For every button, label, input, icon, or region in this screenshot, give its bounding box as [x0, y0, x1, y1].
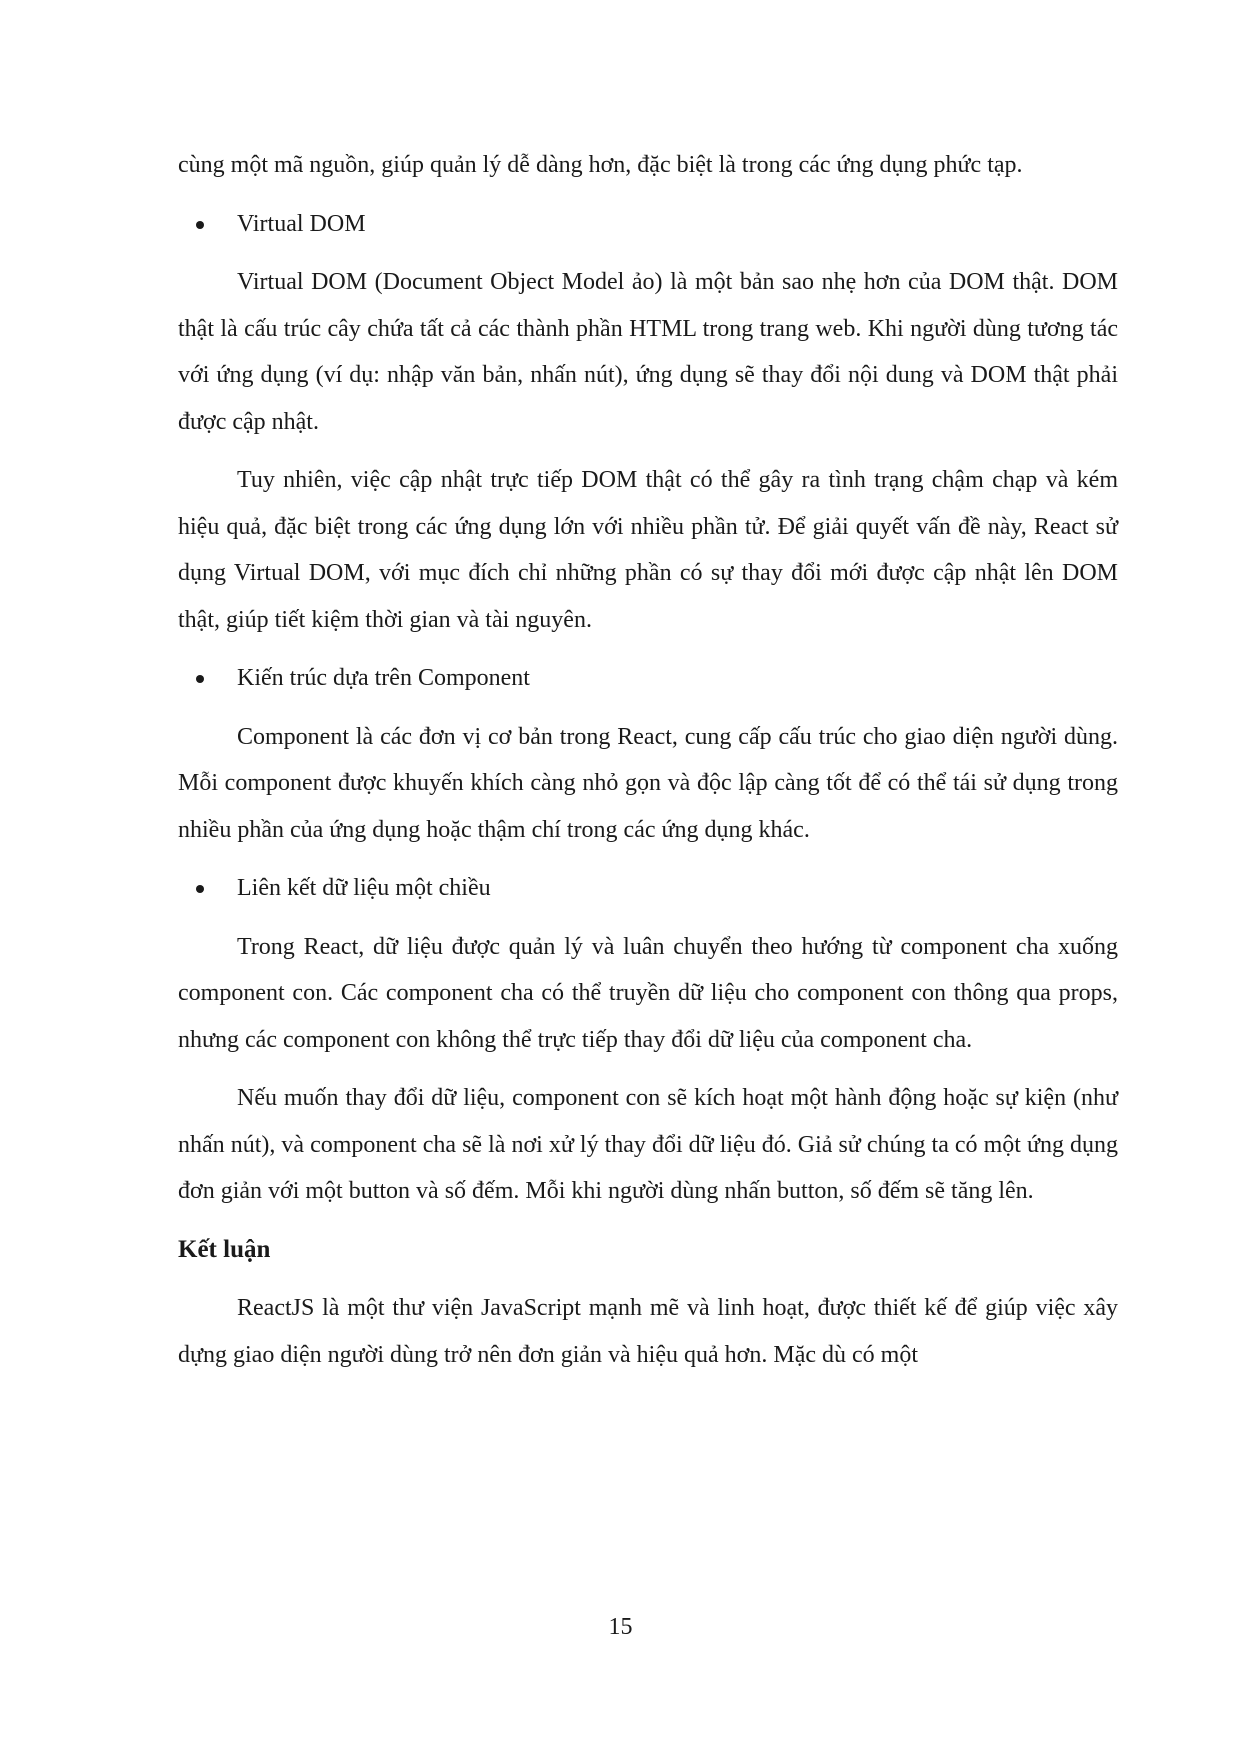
- bullet-component-architecture-label: Kiến trúc dựa trên Component: [237, 665, 530, 691]
- page-content: [178, 142, 1118, 1390]
- bullet-one-way-binding-label: Liên kết dữ liệu một chiều: [237, 875, 491, 901]
- one-way-binding-paragraph-2: Nếu muốn thay đổi dữ liệu, component con sẽ kích hoạt một hành động hoặc sự kiện (như nhấn nút), và component cha sẽ là nơi xử lý thay đổi dữ liệu đó. Giả sử chúng ta có một ứng dụng đơn giản với một button và số đếm. Mỗi khi người dùng nhấn button, số đếm sẽ tăng lên.: [178, 1085, 1118, 1204]
- conclusion-heading: Kết luận: [178, 1235, 271, 1263]
- bullet-virtual-dom-label: Virtual DOM: [237, 210, 366, 237]
- bullet-virtual-dom: [178, 201, 1118, 248]
- bullet-dot-icon: [196, 221, 204, 229]
- conclusion-paragraph: ReactJS là một thư viện JavaScript mạnh mẽ và linh hoạt, được thiết kế để giúp việc xây dựng giao diện người dùng trở nên đơn giản và hiệu quả hơn. Mặc dù có một: [178, 1295, 1118, 1368]
- component-architecture-paragraph: Component là các đơn vị cơ bản trong React, cung cấp cấu trúc cho giao diện người dùng. Mỗi component được khuyến khích càng nhỏ gọn và độc lập càng tốt để có thể tái sử dụng trong nhiều phần của ứng dụng hoặc thậm chí trong các ứng dụng khác.: [178, 723, 1118, 843]
- page-number: 15: [608, 1614, 633, 1640]
- intro-paragraph: cùng một mã nguồn, giúp quản lý dễ dàng hơn, đặc biệt là trong các ứng dụng phức tạp.: [178, 152, 1023, 178]
- virtual-dom-paragraph-1: Virtual DOM (Document Object Model ảo) là một bản sao nhẹ hơn của DOM thật. DOM thật là cấu trúc cây chứa tất cả các thành phần HTML trong trang web. Khi người dùng tương tác với ứng dụng (ví dụ: nhập văn bản, nhấn nút), ứng dụng sẽ thay đổi nội dung và DOM thật phải được cập nhật.: [178, 269, 1118, 435]
- virtual-dom-paragraph-2: Tuy nhiên, việc cập nhật trực tiếp DOM thật có thể gây ra tình trạng chậm chạp và kém hiệu quả, đặc biệt trong các ứng dụng lớn với nhiều phần tử. Để giải quyết vấn đề này, React sử dụng Virtual DOM, với mục đích chỉ những phần có sự thay đổi mới được cập nhật lên DOM thật, giúp tiết kiệm thời gian và tài nguyên.: [178, 467, 1118, 633]
- one-way-binding-paragraph-1: Trong React, dữ liệu được quản lý và luân chuyển theo hướng từ component cha xuống component con. Các component cha có thể truyền dữ liệu cho component con thông qua props, nhưng các component con không thể trực tiếp thay đổi dữ liệu của component cha.: [178, 933, 1118, 1053]
- bullet-dot-icon: [196, 675, 204, 683]
- bullet-dot-icon: [196, 885, 204, 893]
- bullet-one-way-binding: [178, 865, 1118, 912]
- bullet-component-architecture: [178, 655, 1118, 702]
